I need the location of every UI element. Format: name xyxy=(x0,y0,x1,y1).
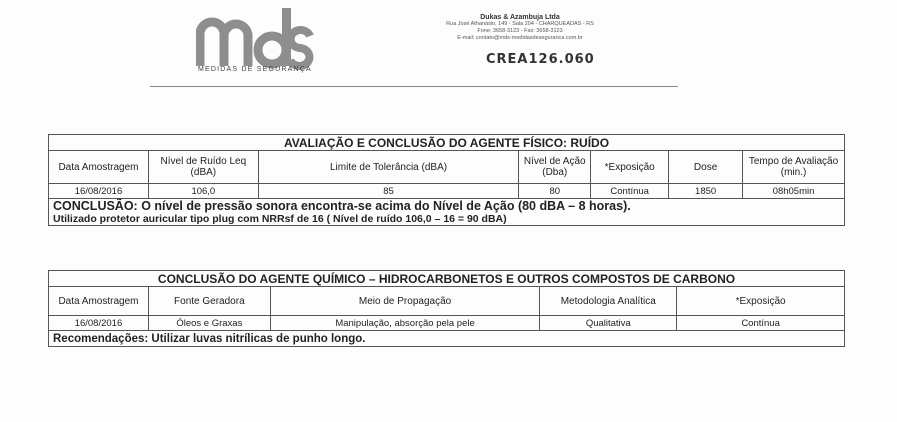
header-metodologia: Metodologia Analítica xyxy=(540,287,677,316)
header-exposicao: *Exposição xyxy=(677,287,845,316)
cell-exposicao: Contínua xyxy=(677,316,845,331)
cell-data: 16/08/2016 xyxy=(49,184,149,199)
cell-nivel-acao: 80 xyxy=(519,184,591,199)
header-nivel-acao: Nível de Ação (Dba) xyxy=(519,151,591,184)
cell-nivel-ruido: 106,0 xyxy=(148,184,258,199)
cell-metodologia: Qualitativa xyxy=(540,316,677,331)
cell-exposicao: Contínua xyxy=(591,184,669,199)
header-data-amostragem: Data Amostragem xyxy=(49,287,149,316)
conclusion-text: CONCLUSÃO: O nível de pressão sonora encontra-se acima do Nível de Ação (80 dBA – 8 horas). xyxy=(53,199,631,213)
protector-note: Utilizado protetor auricular tipo plug com NRRsf de 16 ( Nível de ruído 106,0 – 16 = 90 dBA) xyxy=(53,213,507,225)
cell-limite: 85 xyxy=(258,184,519,199)
document-header xyxy=(0,0,897,92)
chemical-agent-title: CONCLUSÃO DO AGENTE QUÍMICO – HIDROCARBONETOS E OUTROS COMPOSTOS DE CARBONO xyxy=(49,271,845,287)
cell-tempo: 08h05min xyxy=(743,184,845,199)
header-tempo-avaliacao: Tempo de Avaliação (min.) xyxy=(743,151,845,184)
company-email: E-mail: contato@mds-medidasdeseguranca.com.br xyxy=(457,35,583,41)
company-name: Dukas & Azambuja Ltda xyxy=(480,14,560,21)
crea-number: CREA126.060 xyxy=(486,52,595,67)
company-address: Rua José Athanásio, 149 - Sala 204 - CHARQUEADAS - RS xyxy=(446,21,594,27)
header-data-amostragem: Data Amostragem xyxy=(49,151,149,184)
chemical-recommendation: Recomendações: Utilizar luvas nitrílicas de punho longo. xyxy=(49,331,845,347)
header-meio-propagacao: Meio de Propagação xyxy=(270,287,540,316)
cell-fonte: Óleos e Graxas xyxy=(148,316,270,331)
cell-meio: Manipulação, absorção pela pele xyxy=(270,316,540,331)
physical-agent-title: AVALIAÇÃO E CONCLUSÃO DO AGENTE FÍSICO: RUÍDO xyxy=(49,135,845,151)
header-dose: Dose xyxy=(669,151,743,184)
physical-conclusion xyxy=(49,199,845,226)
company-info xyxy=(400,14,640,42)
header-fonte-geradora: Fonte Geradora xyxy=(148,287,270,316)
header-exposicao: *Exposição xyxy=(591,151,669,184)
logo-tagline: MEDIDAS DE SEGURANÇA xyxy=(198,66,312,73)
company-phone: Fone: 3658-3123 - Fax: 3658-3123 xyxy=(477,28,563,34)
header-divider xyxy=(150,86,678,87)
cell-data: 16/08/2016 xyxy=(49,316,149,331)
physical-agent-table xyxy=(48,134,845,226)
chemical-agent-table xyxy=(48,270,845,347)
cell-dose: 1850 xyxy=(669,184,743,199)
header-nivel-ruido: Nível de Ruído Leq (dBA) xyxy=(148,151,258,184)
header-limite-tolerancia: Limite de Tolerância (dBA) xyxy=(258,151,519,184)
